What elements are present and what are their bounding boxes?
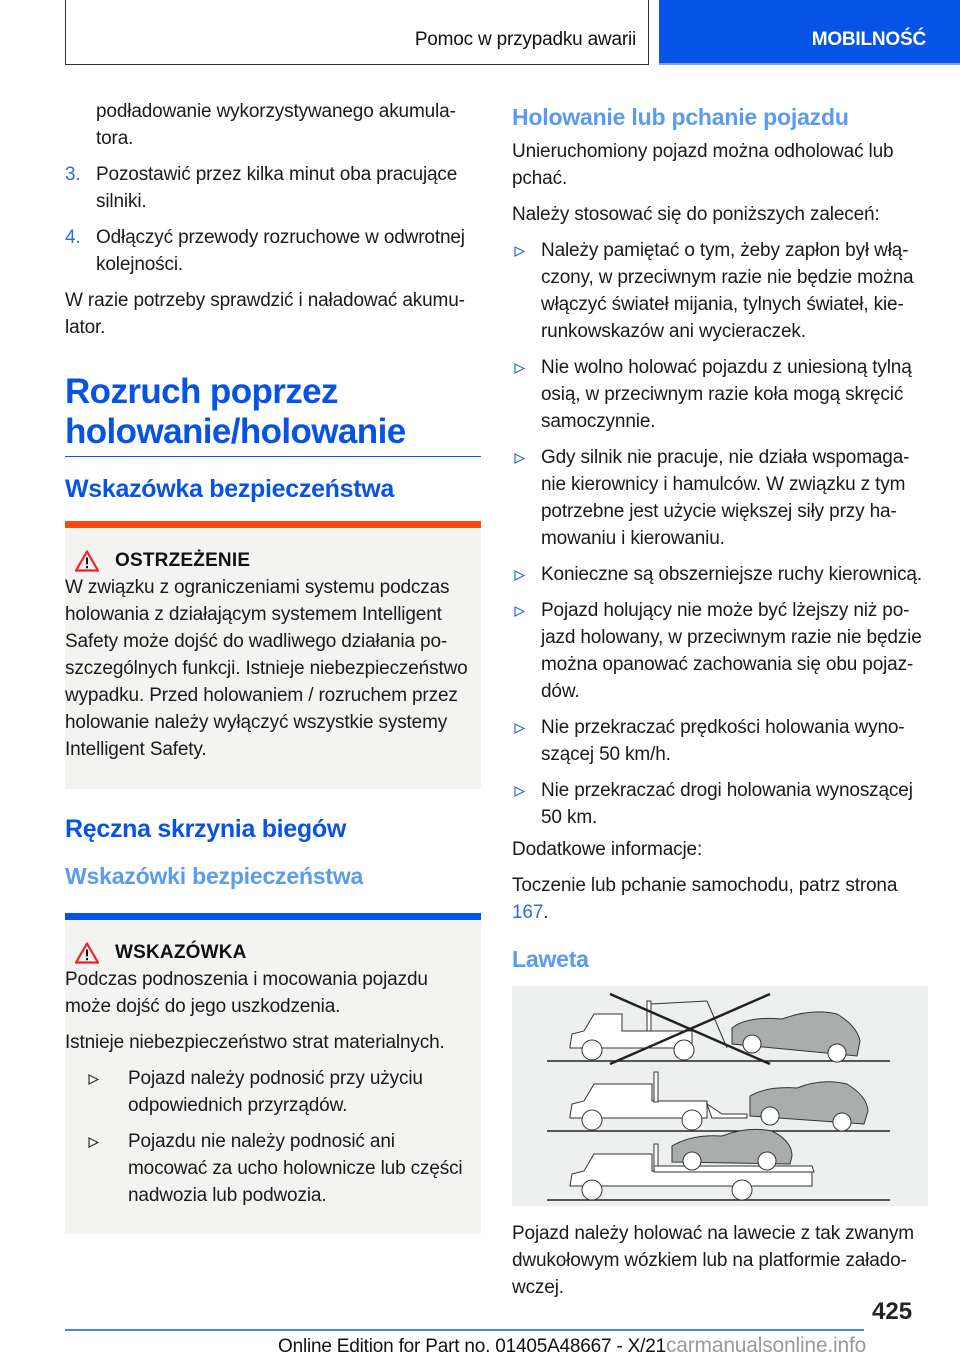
tow-truck-illustration <box>512 986 928 1206</box>
warning-label: OSTRZEŻENIE <box>115 550 251 571</box>
step-text: Odłączyć przewody rozruchowe w odwrotnej kolejności. <box>96 227 465 275</box>
main-heading: Rozruch poprzez holowanie/holowanie <box>65 350 481 457</box>
towing-bullet-text: Nie przekraczać prędkości holowania wynoszącej 50 km/h. <box>541 717 905 765</box>
notice-bullet-list <box>65 1065 475 1209</box>
step-item <box>65 161 481 215</box>
towing-bullet-text: Konieczne są obszerniejsze ruchy kierownicą. <box>541 564 922 585</box>
edition-text: Online Edition for Part no. 01405A48667 - X/21 <box>278 1336 666 1357</box>
right-column <box>512 102 928 1310</box>
page-reference-link[interactable]: 167 <box>512 902 544 923</box>
warning-triangle-icon <box>75 942 99 964</box>
footer-edition <box>278 1334 866 1358</box>
warning-text: W związku z ograniczeniami systemu podczas holowania z działającym systemem Intelligent Safety może dojść do wadliwego działania poszczególnych funkcji. Istnieje niebezpieczeństwo wypadku. Przed holowaniem / rozruchem przez holowanie należy wyłączyć wszystkie systemy Intelligent Safety. <box>65 577 468 760</box>
footer-divider <box>65 1329 864 1331</box>
page-number: 425 <box>872 1298 913 1325</box>
towing-lead: Należy stosować się do poniższych zaleceń: <box>512 204 880 225</box>
step-number: 4. <box>65 227 81 248</box>
towing-bullet <box>512 237 928 345</box>
step-item <box>65 224 481 278</box>
towing-bullet-list <box>512 237 928 831</box>
triangle-bullet-icon <box>88 1074 99 1085</box>
laweta-heading: Laweta <box>512 946 589 972</box>
section-title: Pomoc w przypadku awarii <box>414 29 636 50</box>
notice-para: Podczas podnoszenia i mocowania pojazdu może dojść do jego uszkodzenia. <box>65 969 428 1017</box>
triangle-bullet-icon <box>88 1137 99 1148</box>
warning-box <box>65 528 481 789</box>
towing-bullet <box>512 561 928 588</box>
steps-list <box>65 161 481 278</box>
step-text: Pozostawić przez kilka minut oba pracujące silniki. <box>96 164 458 212</box>
left-column <box>65 98 481 1234</box>
chapter-tab-label: MOBILNOŚĆ <box>811 29 926 50</box>
towing-bullet-text: Gdy silnik nie pracuje, nie działa wspomaganie kierownicy i hamulców. W związku z tym potrzebne jest użycie większej siły przy hamowaniu i kierowaniu. <box>541 447 910 549</box>
additional-info-label: Dodatkowe informacje: <box>512 839 703 860</box>
continuation-text: podładowanie wykorzystywanego akumulatora. <box>96 101 456 149</box>
step-number: 3. <box>65 164 81 185</box>
reference-sentence: Toczenie lub pchanie samochodu, patrz strona <box>512 875 898 896</box>
reference-text <box>512 872 928 926</box>
triangle-bullet-icon <box>514 363 525 374</box>
warning-title <box>65 550 475 572</box>
laweta-text: Pojazd należy holować na lawecie z tak zwanym dwukołowym wózkiem lub na platformie załadowczej. <box>512 1223 914 1298</box>
triangle-bullet-icon <box>514 723 525 734</box>
triangle-bullet-icon <box>514 570 525 581</box>
towing-bullet <box>512 597 928 705</box>
notice-bullet <box>65 1128 475 1209</box>
towing-intro: Unieruchomiony pojazd można odholować lub pchać. <box>512 141 894 189</box>
towing-bullet-text: Należy pamiętać o tym, żeby zapłon był włączony, w przeciwnym razie nie będzie można włączyć świateł mijania, tylnych świateł, kierunkowskazów ani wycieraczek. <box>541 240 914 342</box>
watermark: carmanualsonline.info <box>665 1334 867 1357</box>
towing-bullet <box>512 714 928 768</box>
safety-heading: Wskazówka bezpieczeństwa <box>65 475 395 503</box>
tow-truck-image <box>512 986 928 1206</box>
notice-para: Istnieje niebezpieczeństwo strat materialnych. <box>65 1032 445 1053</box>
towing-bullet <box>512 354 928 435</box>
reference-period: . <box>543 902 549 923</box>
triangle-bullet-icon <box>514 786 525 797</box>
triangle-bullet-icon <box>514 606 525 617</box>
towing-bullet-text: Nie wolno holować pojazdu z uniesioną tylną osią, w przeciwnym razie koła mogą skręcić samoczynnie. <box>541 357 912 432</box>
notice-bar <box>65 913 481 920</box>
triangle-bullet-icon <box>514 453 525 464</box>
notice-bullet-text: Pojazdu nie należy podnosić ani mocować za ucho holownicze lub części nadwozia lub podwozia. <box>128 1131 463 1206</box>
towing-heading: Holowanie lub pchanie pojazdu <box>512 104 849 130</box>
warning-triangle-icon <box>75 550 99 572</box>
chapter-tab[interactable] <box>659 0 960 65</box>
triangle-bullet-icon <box>514 246 525 257</box>
towing-bullet-text: Nie przekraczać drogi holowania wynoszącej 50 km. <box>541 780 913 828</box>
warning-bar <box>65 521 481 528</box>
towing-bullet <box>512 444 928 552</box>
towing-bullet-text: Pojazd holujący nie może być lżejszy niż pojazd holowany, w przeciwnym razie nie będzie można opanować zachowania się obu pojazdów. <box>541 600 922 702</box>
notice-bullet <box>65 1065 475 1119</box>
section-header <box>65 0 649 65</box>
notice-label: WSKAZÓWKA <box>115 942 247 963</box>
after-steps-text: W razie potrzeby sprawdzić i naładować akumulator. <box>65 290 465 338</box>
manual-gearbox-heading: Ręczna skrzynia biegów <box>65 815 346 843</box>
towing-bullet <box>512 777 928 831</box>
manual-safety-subheading: Wskazówki bezpieczeństwa <box>65 863 364 889</box>
notice-bullet-text: Pojazd należy podnosić przy użyciu odpowiednich przyrządów. <box>128 1068 423 1116</box>
notice-title <box>65 942 475 964</box>
notice-box <box>65 920 481 1234</box>
